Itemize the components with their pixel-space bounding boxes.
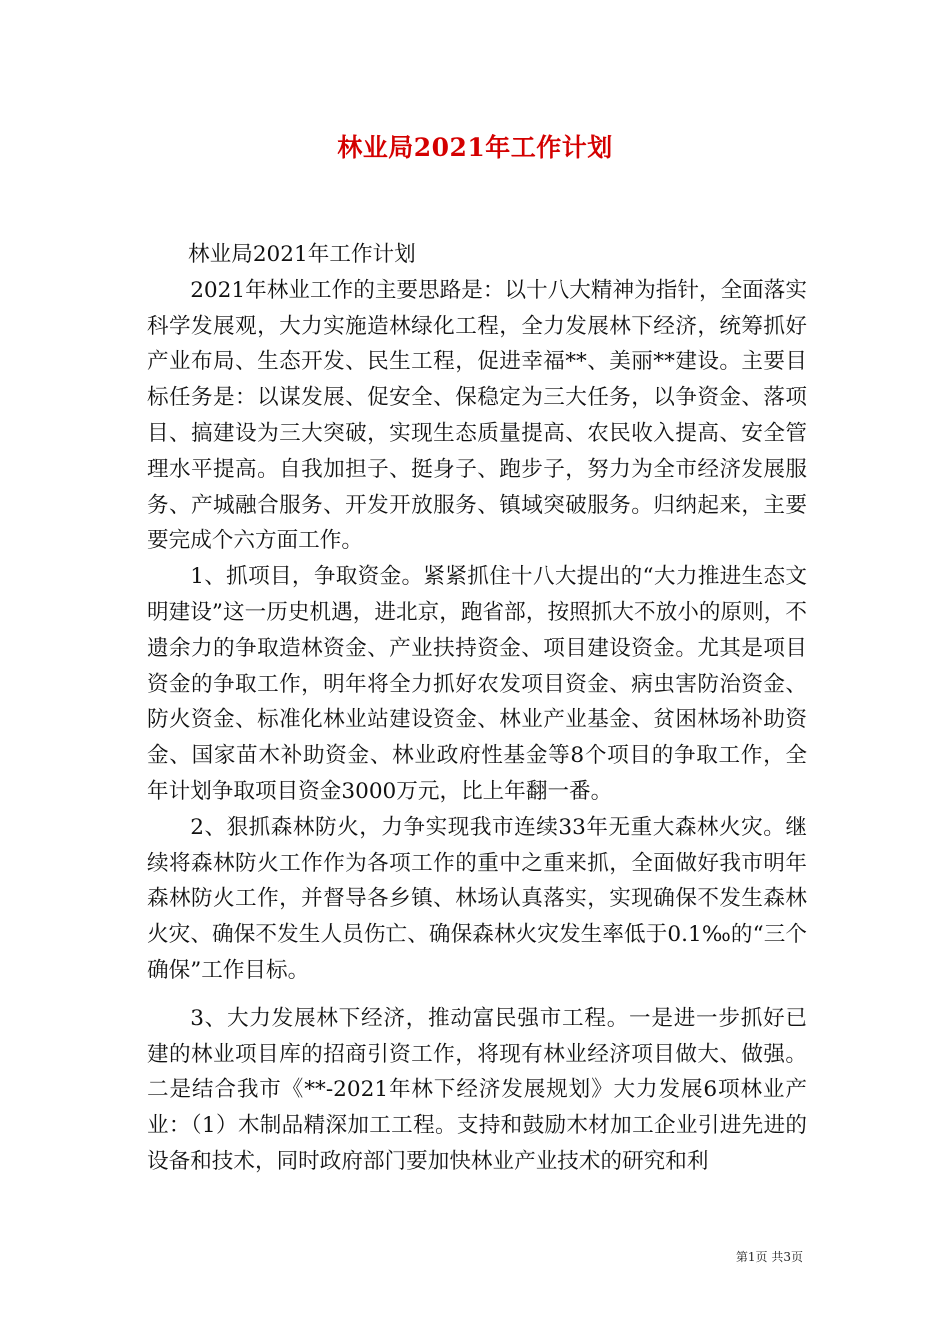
- document-subtitle: 林业局2021年工作计划: [188, 242, 416, 267]
- document-title: 林业局2021年工作计划: [337, 133, 613, 162]
- paragraph-projects: 1、抓项目，争取资金。紧紧抓住十八大提出的“大力推进生态文明建设”这一历史机遇，进北京，跑省部，按照抓大不放小的原则，不遗余力的争取造林资金、产业扶持资金、项目建设资金。尤其是项目资金的争取工作，明年将全力抓好农发项目资金、病虫害防治资金、防火资金、标准化林业站建设资金、林业产业基金、贫困林场补助资金、国家苗木补助资金、林业政府性基金等8个项目的争取工作，全年计划争取项目资金3000万元，比上年翻一番。: [147, 564, 807, 804]
- document-body: [147, 237, 807, 1180]
- paragraph-fire-prevention: 2、狠抓森林防火，力争实现我市连续33年无重大森林火灾。继续将森林防火工作作为各项工作的重中之重来抓，全面做好我市明年森林防火工作，并督导各乡镇、林场认真落实，实现确保不发生森林火灾、确保不发生人员伤亡、确保森林火灾发生率低于0.1‰的“三个确保”工作目标。: [147, 814, 807, 983]
- page-number: 第1页 共3页: [735, 1250, 803, 1264]
- paragraph-forest-economy: 3、大力发展林下经济，推动富民强市工程。一是进一步抓好已建的林业项目库的招商引资工作，将现有林业经济项目做大、做强。二是结合我市《**-2021年林下经济发展规划》大力发展6项林业产业：（1）木制品精深加工工程。支持和鼓励木材加工企业引进先进的设备和技术，同时政府部门要加快林业产业技术的研究和利: [147, 1005, 807, 1174]
- paragraph-intro: 2021年林业工作的主要思路是：以十八大精神为指针，全面落实科学发展观，大力实施造林绿化工程，全力发展林下经济，统筹抓好产业布局、生态开发、民生工程，促进幸福**、美丽**建设。主要目标任务是：以谋发展、促安全、保稳定为三大任务，以争资金、落项目、搞建设为三大突破，实现生态质量提高、农民收入提高、安全管理水平提高。自我加担子、挺身子、跑步子，努力为全市经济发展服务、产城融合服务、开发开放服务、镇域突破服务。归纳起来，主要要完成个六方面工作。: [147, 277, 807, 554]
